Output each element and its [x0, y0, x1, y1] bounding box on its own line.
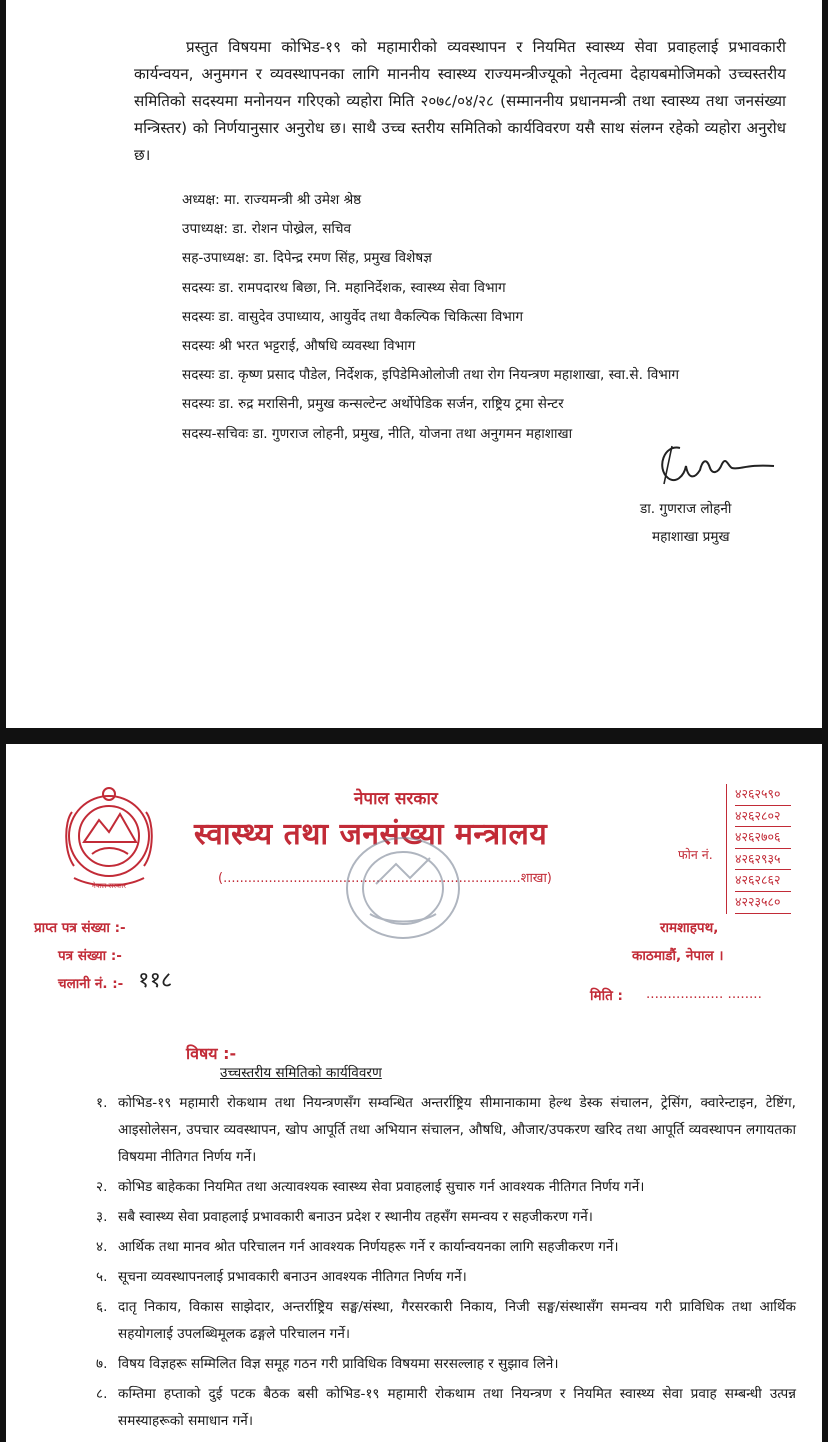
- phone-number: ४२६२८०२: [735, 806, 791, 828]
- item-text: आर्थिक तथा मानव श्रोत परिचालन गर्न आवश्यक निर्णयहरू गर्ने र कार्यान्वयनका लागि सहजीकरण गर्ने।: [118, 1239, 619, 1255]
- list-item: उपाध्यक्ष: डा. रोशन पोख्रेल, सचिव: [182, 221, 352, 238]
- branch-line: (........................................................................शाखा): [218, 871, 552, 886]
- signatory-name: डा. गुणराज लोहनी: [640, 501, 732, 517]
- list-item: अध्यक्ष: मा. राज्यमन्त्री श्री उमेश श्रेष्ठ: [182, 192, 362, 208]
- list-item: सह-उपाध्यक्ष: डा. दिपेन्द्र रमण सिंह, प्रमुख विशेषज्ञ: [182, 250, 432, 267]
- phone-list: [726, 784, 791, 914]
- handwritten-signature: [650, 434, 780, 494]
- emblem-caption: नेपाल सरकार: [91, 882, 127, 890]
- ministry-name: स्वास्थ्य तथा जनसंख्या मन्त्रालय: [194, 817, 548, 852]
- list-item: [96, 1264, 796, 1291]
- committee-member-list: [182, 186, 802, 449]
- responsibility-list: [96, 1090, 796, 1438]
- intro-paragraph: प्रस्तुत विषयमा कोभिड-१९ को महामारीको व्यवस्थापन र नियमित स्वास्थ्य सेवा प्रवाहलाई प्रभावकारी कार्यन्वयन, अनुमगन र व्यवस्थापनका लागि माननीय स्वास्थ्य राज्यमन्त्रीज्यूको नेतृत्वमा देहायबमोजिमको उच्चस्तरीय समितिको सदस्यमा मनोनयन गरिएको व्यहोरा मिति २०७८/०४/२८ (सम्माननीय प्रधानमन्त्री तथा स्वास्थ्य तथा जनसंख्या मन्त्रिस्तर) को निर्णयानुसार अनुरोध छ। साथै उच्च स्तरीय समितिको कार्यविवरण यसै साथ संलग्न रहेको व्यहोरा अनुरोध छ।: [134, 38, 786, 164]
- list-item: सदस्यः डा. रुद्र मरासिनी, प्रमुख कन्सल्टेन्ट अर्थोपेडिक सर्जन, राष्ट्रिय ट्रमा सेन्टर: [182, 396, 564, 413]
- item-text: कम्तिमा हप्ताको दुई पटक बैठक बसी कोभिड-१९ महामारी रोकथाम तथा नियन्त्रण र नियमित स्वास्थ्य सेवा प्रवाह सम्बन्धी उत्पन्न समस्याहरूको समाधान गर्ने।: [118, 1386, 796, 1429]
- item-number: ७.: [96, 1356, 108, 1372]
- phone-number: ४२६२८६२: [735, 870, 791, 892]
- list-item: [96, 1234, 796, 1261]
- item-number: ८.: [96, 1386, 108, 1402]
- address-line-2: काठमाडौं, नेपाल ।: [632, 948, 724, 964]
- letter-page-1: [6, 0, 822, 728]
- item-number: ६.: [96, 1299, 108, 1315]
- signatory-title: महाशाखा प्रमुख: [652, 529, 730, 545]
- date-label: मिति :: [590, 988, 623, 1004]
- list-item: [96, 1174, 796, 1201]
- list-item: सदस्य-सचिवः डा. गुणराज लोहनी, प्रमुख, नीति, योजना तथा अनुगमन महाशाखा: [182, 425, 573, 442]
- received-letter-no-label: प्राप्त पत्र संख्या :-: [34, 920, 126, 936]
- letter-page-2: [6, 744, 822, 1442]
- item-number: ४.: [96, 1239, 108, 1255]
- phone-number: ४२६२७०६: [735, 827, 791, 849]
- item-text: कोभिड-१९ महामारी रोकथाम तथा नियन्त्रणसँग सम्वन्धित अन्तर्राष्ट्रिय सीमानाकामा हेल्थ डेस्क संचालन, ट्रेसिंग, क्वारेन्टाइन, टेष्टिंग, आइसोलेसन, उपचार व्यवस्थापन, खोप आपूर्ति तथा अभियान संचालन, औषधि, औजार/उपकरण खरिद तथा आपूर्ति व्यवस्थापन लगायतका विषयमा नीतिगत निर्णय गर्ने।: [118, 1095, 796, 1165]
- item-number: ३.: [96, 1209, 108, 1225]
- item-text: कोभिड बाहेकका नियमित तथा अत्यावश्यक स्वास्थ्य सेवा प्रवाहलाई सुचारु गर्न आवश्यक नीतिगत निर्णय गर्ने।: [118, 1179, 645, 1195]
- phone-number: ४२६२९३५: [735, 849, 791, 871]
- list-item: [96, 1090, 796, 1171]
- list-item: सदस्यः डा. रामपदारथ बिछा, नि. महानिर्देशक, स्वास्थ्य सेवा विभाग: [182, 279, 506, 296]
- letter-no-label: पत्र संख्या :-: [58, 948, 122, 964]
- list-item: सदस्यः डा. कृष्ण प्रसाद पौडेल, निर्देशक, इपिडेमिओलोजी तथा रोग नियन्त्रण महाशाखा, स्वा.से. विभाग: [182, 367, 680, 384]
- dispatch-no-value: ११८: [138, 968, 173, 993]
- item-text: सूचना व्यवस्थापनलाई प्रभावकारी बनाउन आवश्यक नीतिगत निर्णय गर्ने।: [118, 1269, 467, 1285]
- item-text: दातृ निकाय, विकास साझेदार, अन्तर्राष्ट्रिय सङ्घ/संस्था, गैरसरकारी निकाय, निजी सङ्घ/संस्थासँग समन्वय गरी प्राविधिक तथा आर्थिक सहयोगलाई उपलब्धिमूलक ढङ्गले परिचालन गर्ने।: [118, 1299, 796, 1342]
- list-item: [96, 1381, 796, 1435]
- item-number: १.: [96, 1095, 108, 1111]
- date-placeholder: .................. ........: [646, 986, 762, 1002]
- list-item: [96, 1204, 796, 1231]
- list-item: [96, 1294, 796, 1348]
- office-stamp-icon: [336, 828, 470, 948]
- item-text: विषय विज्ञहरू सम्मिलित विज्ञ समूह गठन गरी प्राविधिक विषयमा सरसल्लाह र सुझाव लिने।: [118, 1356, 559, 1372]
- list-item: सदस्यः श्री भरत भट्टराई, औषधि व्यवस्था विभाग: [182, 338, 416, 355]
- item-text: सबै स्वास्थ्य सेवा प्रवाहलाई प्रभावकारी बनाउन प्रदेश र स्थानीय तहसँग समन्वय र सहजीकरण गर्ने।: [118, 1209, 593, 1225]
- address-line-1: रामशाहपथ,: [660, 920, 719, 936]
- government-name: नेपाल सरकार: [354, 789, 438, 809]
- phone-number: ४२२३५८०: [735, 892, 791, 914]
- item-number: ५.: [96, 1269, 108, 1285]
- dispatch-no-label: चलानी नं. :-: [58, 976, 124, 992]
- list-item: [96, 1351, 796, 1378]
- subject-title: उच्चस्तरीय समितिको कार्यविवरण: [220, 1065, 382, 1081]
- nepal-emblem-icon: [54, 782, 164, 894]
- phone-label: फोन नं.: [678, 847, 713, 862]
- subject-label: विषय :-: [186, 1044, 237, 1063]
- phone-number: ४२६२५९०: [735, 784, 791, 806]
- item-number: २.: [96, 1179, 108, 1195]
- list-item: सदस्यः डा. वासुदेव उपाध्याय, आयुर्वेद तथा वैकल्पिक चिकित्सा विभाग: [182, 308, 524, 325]
